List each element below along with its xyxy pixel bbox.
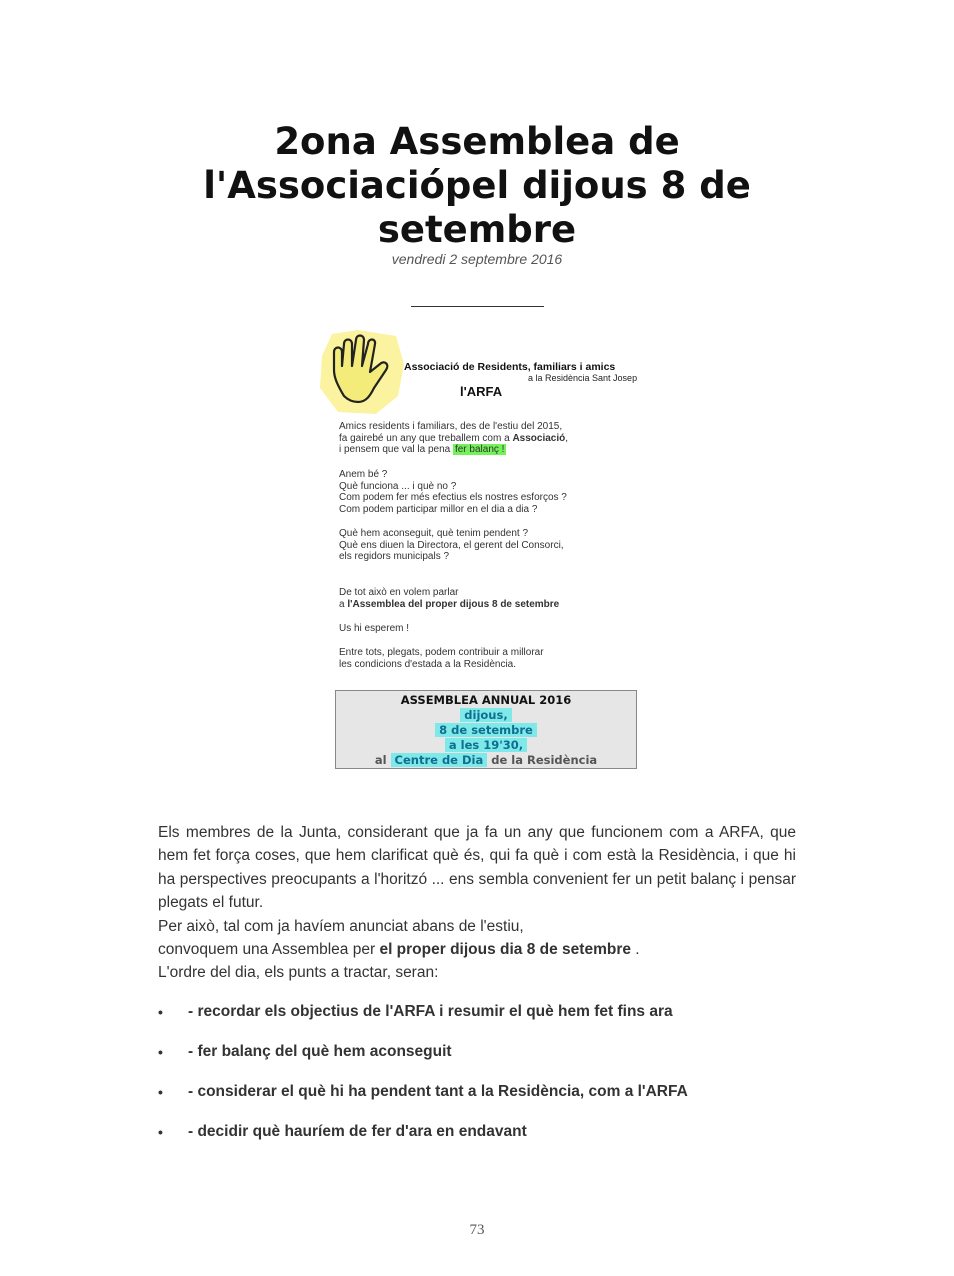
org-subtitle: a la Residència Sant Josep	[528, 373, 638, 383]
flyer-line: Entre tots, plegats, podem contribuir a millorar	[339, 647, 544, 658]
flyer-line: Com podem participar millor en el dia a dia ?	[339, 503, 538, 515]
article-title: 2ona Assemblea de l'Associaciópel dijous 8 de setembre	[203, 120, 751, 251]
flyer-line: Us hi esperem !	[339, 623, 410, 634]
bullet-icon: •	[158, 1044, 163, 1060]
article-body	[158, 821, 796, 985]
flyer-line: Què funciona ... i què no ?	[339, 480, 457, 492]
assembly-box-line: al Centre de Dia de la Residència	[374, 753, 598, 767]
flyer-line: Com podem fer més efectius els nostres esforços ?	[339, 492, 567, 504]
flyer-paragraph-1	[339, 421, 568, 456]
flyer-line: Què ens diuen la Directora, el gerent del Consorci,	[339, 539, 564, 551]
bullet-icon: •	[158, 1084, 163, 1100]
hand-logo	[318, 326, 406, 416]
bullet-icon: •	[158, 1124, 163, 1140]
assembly-box	[335, 690, 637, 769]
body-line: L'ordre del dia, els punts a tractar, seran:	[158, 964, 439, 982]
assembly-box-line: 8 de setembre	[336, 723, 636, 738]
flyer-line: els regidors municipals ?	[339, 551, 450, 563]
agenda-list	[158, 1000, 798, 1160]
org-acronym: l'ARFA	[460, 384, 503, 399]
assembly-box-line: a les 19'30,	[336, 738, 636, 753]
article-date: vendredi 2 septembre 2016	[391, 251, 563, 267]
flyer-paragraph-6	[339, 647, 544, 670]
flyer-line: Què hem aconseguit, què tenim pendent ?	[339, 528, 529, 539]
bullet-icon: •	[158, 1004, 163, 1020]
flyer-line: De tot això en volem parlar	[339, 587, 459, 598]
body-line: convoquem una Assemblea per el proper dijous dia 8 de setembre .	[158, 941, 640, 959]
page-number: 73	[469, 1222, 485, 1238]
flyer-line: Amics residents i familiars, des de l'estiu del 2015,	[339, 421, 563, 432]
flyer-line: fa gairebé un any que treballem com a Associació,	[339, 432, 569, 444]
flyer-image	[318, 326, 638, 772]
flyer-line: i pensem que val la pena fer balanç !	[339, 444, 505, 456]
flyer-paragraph-5	[339, 623, 409, 635]
org-name: Associació de Residents, familiars i amics	[404, 361, 616, 373]
flyer-line: a l'Assemblea del proper dijous 8 de setembre	[339, 598, 560, 610]
assembly-box-line: dijous,	[336, 708, 636, 723]
agenda-item: • - fer balanç del què hem aconseguit	[158, 1040, 798, 1080]
body-paragraph: Els membres de la Junta, considerant que ja fa un any que funcionem com a ARFA, que hem fet força coses, que hem clarificat què és, qui fa què i com està la Residència, i que hi ha perspectives preocupants a l'horitzó ... ens sembla convenient fer un petit balanç i pensar plegats el futur.	[158, 824, 796, 912]
agenda-item: • - considerar el què hi ha pendent tant a la Residència, com a l'ARFA	[158, 1080, 798, 1120]
flyer-paragraph-4	[339, 587, 559, 610]
title-divider	[411, 306, 544, 307]
flyer-paragraph-3	[339, 528, 564, 563]
body-line: Per això, tal com ja havíem anunciat abans de l'estiu,	[158, 917, 524, 935]
agenda-item: • - recordar els objectius de l'ARFA i resumir el què hem fet fins ara	[158, 1000, 798, 1040]
agenda-item: • - decidir què hauríem de fer d'ara en endavant	[158, 1120, 798, 1160]
flyer-line: Anem bé ?	[339, 469, 388, 480]
assembly-box-title: ASSEMBLEA ANNUAL 2016	[400, 693, 572, 707]
flyer-line: les condicions d'estada a la Residència.	[339, 658, 517, 670]
highlight-balance: fer balanç !	[454, 444, 505, 456]
flyer-paragraph-2	[339, 469, 567, 515]
